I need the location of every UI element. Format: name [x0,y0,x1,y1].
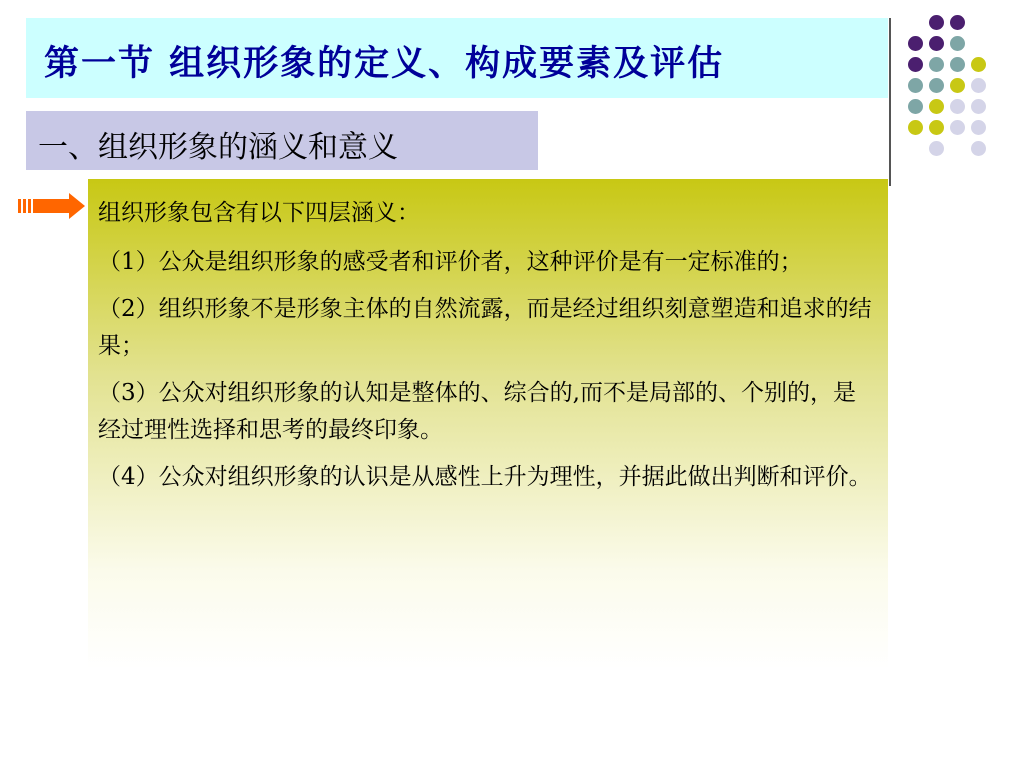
decor-dot [929,120,944,135]
title-bar [26,18,888,98]
decor-dot [908,36,923,51]
decor-dot [929,57,944,72]
section-subtitle: 一、组织形象的涵义和意义 [38,130,398,165]
decor-dot [971,57,986,72]
decor-dot [908,120,923,135]
decor-dot [971,78,986,93]
decor-dot [971,120,986,135]
decor-dot [950,120,965,135]
decor-dot [908,78,923,93]
content-item-2: （2）组织形象不是形象主体的自然流露，而是经过组织刻意塑造和追求的结果； [98,296,872,359]
decor-dot [971,99,986,114]
decor-dot [929,141,944,156]
arrow-right-icon [16,191,86,221]
decor-dot [950,99,965,114]
content-body [98,195,873,506]
decor-dot [950,57,965,72]
decor-dot [929,15,944,30]
decor-dot [929,78,944,93]
decor-dot [929,36,944,51]
decor-dot [950,78,965,93]
content-item-4: （4）公众对组织形象的认识是从感性上升为理性，并据此做出判断和评价。 [98,464,872,490]
content-item-1: （1）公众是组织形象的感受者和评价者，这种评价是有一定标准的； [98,249,803,275]
content-panel [88,179,888,669]
vertical-divider [889,18,891,186]
decor-dot [908,99,923,114]
slide-title: 第一节 组织形象的定义、构成要素及评估 [44,43,725,84]
decor-dot [908,57,923,72]
subtitle-band [26,111,538,170]
decor-dot [971,141,986,156]
content-item-3: （3）公众对组织形象的认知是整体的、综合的,而不是局部的、个别的，是经过理性选择和思考的最终印象。 [98,380,856,443]
decor-dot [929,99,944,114]
decor-dot [950,15,965,30]
dot-grid-icon [900,8,1020,168]
content-intro: 组织形象包含有以下四层涵义： [98,200,420,226]
decor-dot [950,36,965,51]
